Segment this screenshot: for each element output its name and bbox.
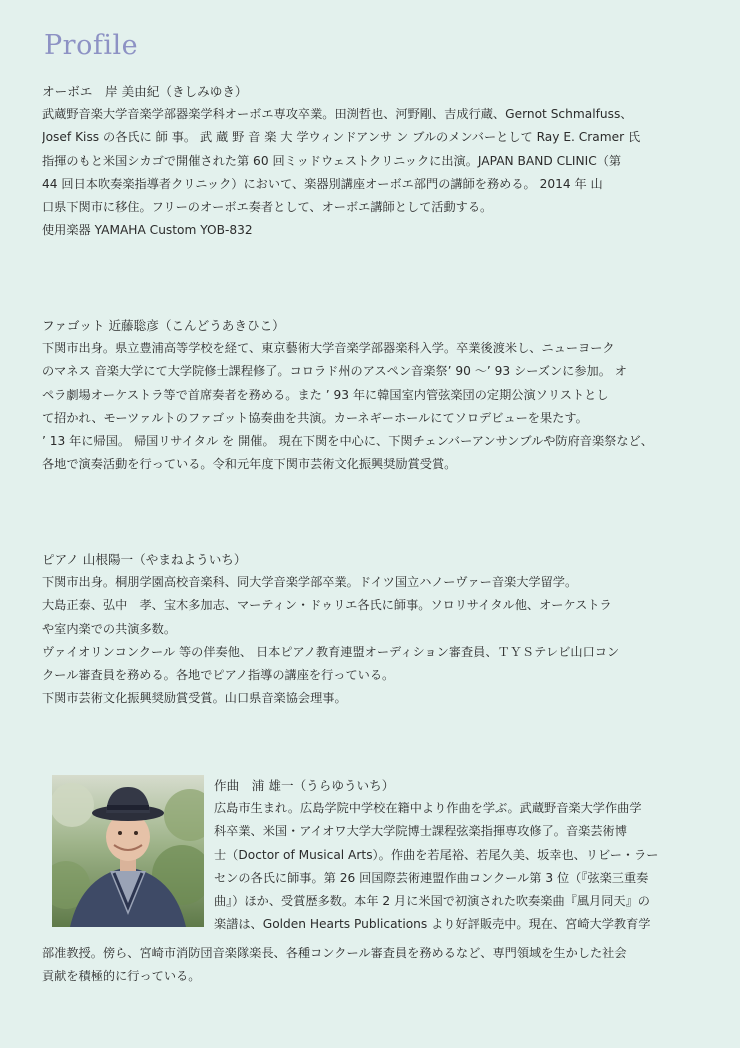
bio-line: ペラ劇場オーケストラ等で首席奏者を務める。また ’ 93 年に韓国室内管弦楽団の定期公演ソリストとし (42, 387, 609, 402)
bio-line: 口県下関市に移住。フリーのオーボエ奏者として、オーボエ講師として活動する。 (42, 199, 493, 214)
bio-line: て招かれ、モーツァルトのファゴット協奏曲を共演。カーネギーホールにてソロデビューを果たす。 (42, 410, 588, 425)
bio-line: 下関市芸術文化振興奨励賞受賞。山口県音楽協会理事。 (42, 691, 347, 706)
bio-line: や室内楽での共演多数。 (42, 621, 177, 636)
profile-composer (214, 774, 704, 936)
profile-oboe (42, 80, 702, 242)
bio-line: 士（Doctor of Musical Arts）。作曲を若尾裕、若尾久美、坂幸也、リビー・ラー (214, 847, 659, 862)
composer-name: 作曲 浦 雄一（うらゆういち） (214, 778, 395, 793)
bio-line: ’ 13 年に帰国。 帰国リサイタル を 開催。 現在下関を中心に、下関チェンバーアンサンブルや防府音楽祭など、 (42, 433, 653, 448)
performer-name: ファゴット 近藤聡彦（こんどうあきひこ） (42, 318, 285, 333)
page-title: Profile (44, 30, 139, 61)
bio-line: 大島正泰、弘中 孝、宝木多加志、マーティン・ドゥリエ各氏に師事。ソロリサイタル他、オーケストラ (42, 598, 612, 613)
bio-line: 貢献を積極的に行っている。 (42, 969, 201, 984)
bio-line: 指揮のもと米国シカゴで開催された第 60 回ミッドウェストクリニックに出演。JAPAN BAND CLINIC（第 (42, 153, 622, 168)
bio-line: Josef Kiss の各氏に 師 事。 武 蔵 野 音 楽 大 学ウィンドアンサ ン ブルのメンバーとして Ray E. Cramer 氏 (42, 130, 641, 145)
bio-line: 部准教授。傍ら、宮崎市消防団音楽隊楽長、各種コンクール審査員を務めるなど、専門領域を生かした社会 (42, 946, 627, 960)
performer-name: ピアノ 山根陽一（やまねよういち） (42, 552, 247, 567)
composer-photo (52, 775, 204, 927)
bio-line: センの各氏に師事。第 26 回国際芸術連盟作曲コンクール第 3 位（『弦楽三重奏 (214, 870, 649, 885)
bio-line: 下関市出身。桐朋学園高校音楽科、同大学音楽学部卒業。ドイツ国立ハノーヴァー音楽大学留学。 (42, 575, 578, 590)
bio-line: 曲』）ほか、受賞歴多数。本年 2 月に米国で初演された吹奏楽曲『風月同天』の (214, 893, 650, 908)
bio-line: 下関市出身。県立豊浦高等学校を経て、東京藝術大学音楽学部器楽科入学。卒業後渡米し、ニューヨーク (42, 341, 615, 356)
composer-portrait-illustration (52, 775, 204, 927)
bio-line: 科卒業、米国・アイオワ大学大学院博士課程弦楽指揮専攻修了。音楽芸術博 (214, 824, 627, 839)
bio-line: 各地で演奏活動を行っている。令和元年度下関市芸術文化振興奨励賞受賞。 (42, 457, 457, 472)
instrument-line: 使用楽器 YAMAHA Custom YOB-832 (42, 223, 253, 238)
bio-line: ヴァイオリンコンクール 等の伴奏他、 日本ピアノ教育連盟オーディション審査員、ＴＹＳテレビ山口コン (42, 644, 620, 659)
bio-line: 楽譜は、Golden Hearts Publications より好評販売中。現在、宮崎大学教育学 (214, 917, 651, 932)
profile-fagott (42, 314, 702, 476)
bio-line: クール審査員を務める。各地でピアノ指導の講座を行っている。 (42, 667, 395, 682)
bio-line: 広島市生まれ。広島学院中学校在籍中より作曲を学ぶ。武蔵野音楽大学作曲学 (214, 801, 642, 816)
bio-line: 武蔵野音楽大学音楽学部器楽学科オーボエ専攻卒業。田渕哲也、河野剛、吉成行蔵、Gernot Schmalfuss、 (42, 107, 633, 122)
bio-line: のマネス 音楽大学にて大学院修士課程修了。コロラド州のアスペン音楽祭’ 90 ～’ 93 シーズンに参加。 オ (42, 364, 627, 379)
profile-piano (42, 548, 702, 710)
bio-line: 44 回日本吹奏楽指導者クリニック）において、楽器別講座オーボエ部門の講師を務める。 2014 年 山 (42, 176, 603, 191)
performer-name: オーボエ 岸 美由紀（きしみゆき） (42, 84, 248, 99)
profile-composer-continued (42, 942, 702, 988)
